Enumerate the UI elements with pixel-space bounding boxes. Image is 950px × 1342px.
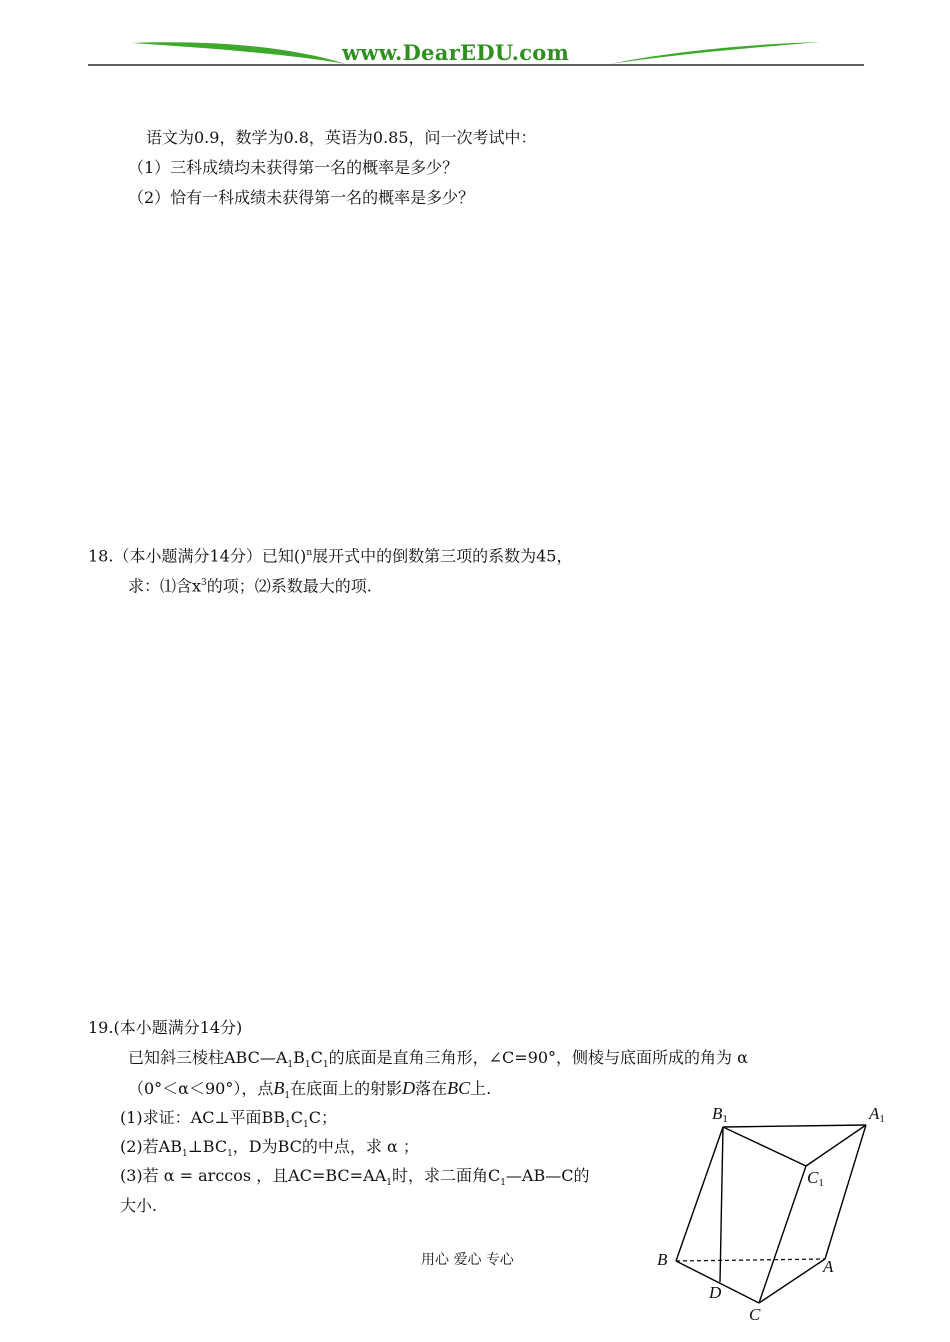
label-a1: A1 — [869, 1104, 885, 1125]
q19-p3-c: —AB—C的 — [505, 1166, 590, 1185]
q19-p1-c: C； — [308, 1108, 337, 1127]
q19-stem2-b: B — [273, 1078, 285, 1098]
q18-text-b: 展开式中的倒数第三项的系数为45， — [312, 546, 573, 566]
sub-1: 1 — [181, 1149, 188, 1160]
q18-number: 18. — [88, 546, 114, 566]
q17-intro: 语文为0.9，数学为0.8，英语为0.85，问一次考试中： — [146, 128, 537, 147]
q19-stem2-e: 落在 — [415, 1079, 448, 1098]
q18-line2-b: 的项；⑵系数最大的项. — [206, 576, 372, 596]
q18-sup-3: 3 — [201, 578, 207, 588]
sub-1: 1 — [304, 1060, 311, 1071]
sub-1: 1 — [322, 1060, 329, 1071]
q19-stem-d: 的底面是直角三角形，∠C=90°，侧棱与底面所成的角为 α — [328, 1048, 748, 1067]
q19-number: 19. — [88, 1018, 114, 1037]
q19-stem2-g: 上. — [470, 1079, 492, 1098]
edge-b1-c1 — [723, 1127, 806, 1166]
q19-p2-c: ，D为BC的中点，求 α ； — [232, 1137, 419, 1156]
edge-b1-d — [720, 1127, 723, 1282]
edge-a1-a — [825, 1125, 866, 1259]
edge-c-a — [759, 1259, 825, 1303]
edge-b1-b — [676, 1127, 723, 1261]
q19-part3 — [120, 1166, 589, 1193]
label-c1: C1 — [807, 1168, 824, 1189]
q19-stem-c: C — [310, 1048, 323, 1067]
sub-1: 1 — [386, 1178, 392, 1189]
label-b: B — [657, 1250, 668, 1269]
q19-stem-line1 — [128, 1048, 748, 1075]
q17-part1: （1）三科成绩均未获得第一名的概率是多少？ — [128, 158, 459, 177]
q19-stem2-c: 在底面上的射影 — [290, 1079, 403, 1098]
prism-figure — [640, 1098, 910, 1328]
sub-1: 1 — [285, 1120, 291, 1131]
q19-stem-a: 已知斜三棱柱ABC—A — [128, 1048, 288, 1067]
edge-c1-a1 — [806, 1125, 866, 1166]
q19-stem2-a: （0°＜α＜90°），点 — [128, 1079, 274, 1098]
q19-p2-a: (2)若AB — [120, 1137, 182, 1156]
site-logo-text: www.DearEDU.com — [342, 40, 570, 65]
label-d: D — [709, 1283, 722, 1302]
q19-part2 — [120, 1137, 419, 1164]
q19-stem2-d: D — [402, 1078, 416, 1098]
q19-part3-cont: 大小. — [120, 1196, 158, 1215]
sub-1: 1 — [303, 1120, 309, 1131]
q19-p3-a: (3)若 α = arccos ，且AC=BC=AA — [120, 1166, 387, 1185]
q17-part2: （2）恰有一科成绩未获得第一名的概率是多少？ — [128, 188, 475, 207]
q19-p1-b: C — [290, 1108, 304, 1127]
label-c: C — [749, 1305, 761, 1324]
right-swoosh — [610, 42, 820, 64]
sub-1: 1 — [287, 1060, 294, 1071]
q19-title: (本小题满分14分) — [113, 1018, 243, 1037]
left-swoosh — [132, 42, 346, 64]
q18-line2-a: 求：⑴含x — [128, 576, 202, 596]
label-a: A — [823, 1257, 834, 1276]
q18-text-a: （本小题满分14分）已知() — [113, 546, 307, 566]
page-footer: 用心 爱心 专心 — [421, 1252, 514, 1268]
label-b1: B1 — [712, 1104, 728, 1125]
sub-1: 1 — [227, 1149, 233, 1160]
hidden-edge-b-a — [676, 1259, 825, 1261]
q19-stem-line2 — [128, 1078, 491, 1106]
sub-1: 1 — [284, 1091, 291, 1102]
q19-title-line — [88, 1018, 242, 1038]
edge-b1-a1 — [723, 1125, 866, 1127]
q19-p2-b: ⊥BC — [187, 1137, 228, 1156]
q18-sup-n: n — [306, 548, 313, 558]
edge-c1-c — [759, 1166, 806, 1303]
q18-line1 — [88, 543, 572, 566]
q19-stem-b: B — [293, 1048, 305, 1067]
sub-1: 1 — [500, 1178, 506, 1189]
q19-stem2-f: BC — [447, 1078, 471, 1098]
q19-p1-a: (1)求证：AC⊥平面BB — [120, 1108, 286, 1127]
q19-part1 — [120, 1108, 337, 1135]
q19-p3-b: 时，求二面角C — [391, 1166, 501, 1185]
q18-line2 — [128, 573, 372, 596]
